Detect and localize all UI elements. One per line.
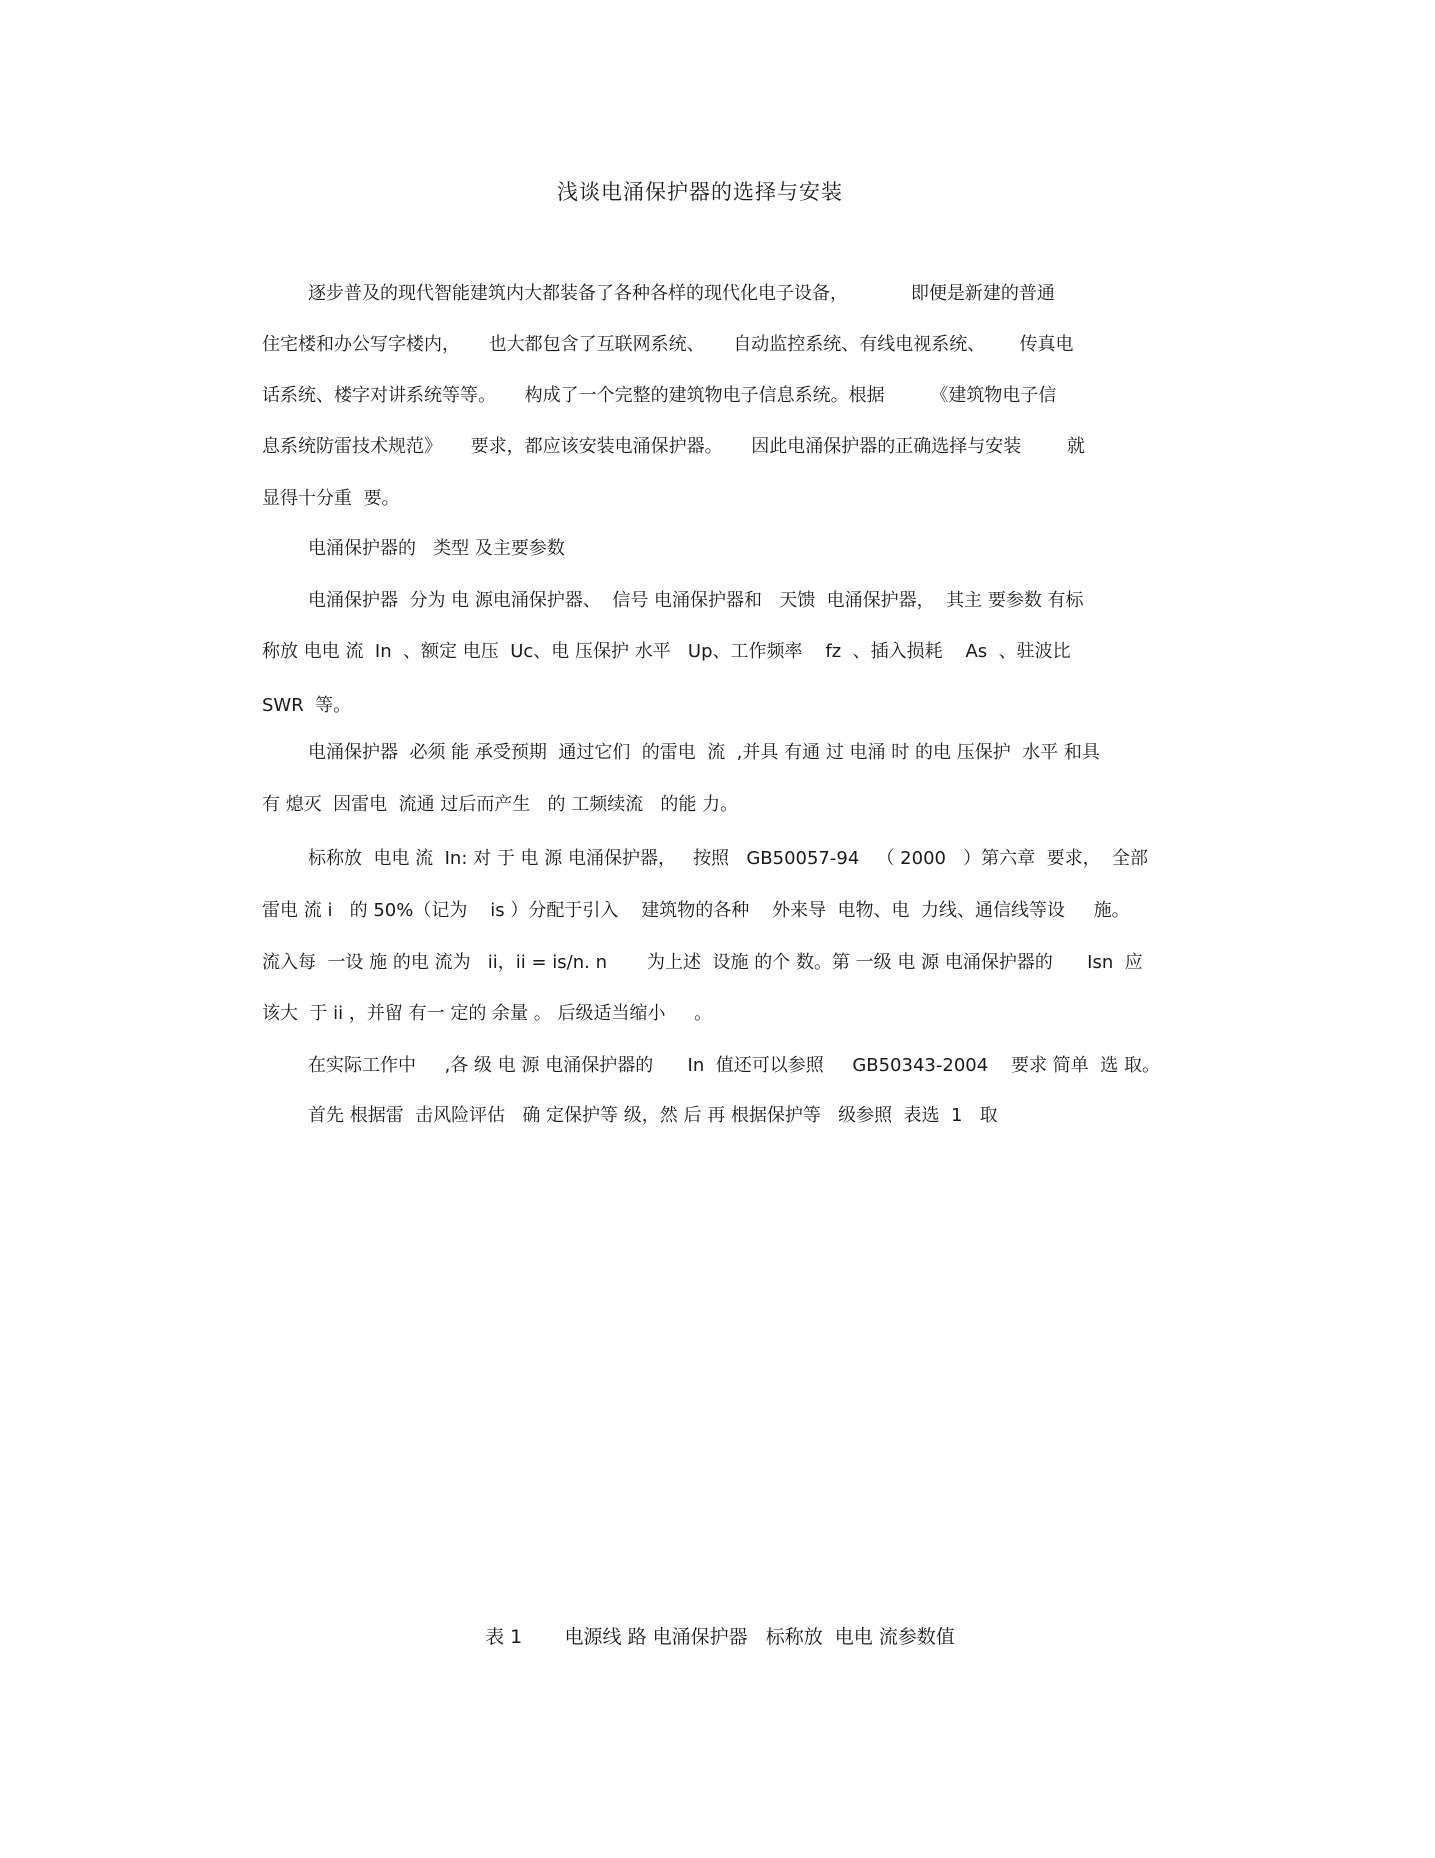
intro-line-4: 息系统防雷技术规范》 要求，都应该安装电涌保护器。 因此电涌保护器的正确选择与安装 就 [262,436,1085,457]
document-title: 浅谈电涌保护器的选择与安装 [557,180,843,204]
nominal-current-line-4: 该大 于 ii ，并留 有一 定的 余量 。 后级适当缩小 。 [262,1003,713,1024]
types-line-2: 称放 电电 流 In 、额定 电压 Uc、电 压保护 水平 Up、工作频率 fz 、插入损耗 As 、驻波比 [262,641,1071,662]
practice-line-1: 在实际工作中 ,各 级 电 源 电涌保护器的 In 值还可以参照 GB50343-2004 要求 简单 选 取。 [308,1055,1160,1076]
table-caption: 表 1 电源线 路 电涌保护器 标称放 电电 流参数值 [485,1626,955,1648]
section-heading: 电涌保护器的 类型 及主要参数 [308,538,565,559]
nominal-current-line-3: 流入每 一设 施 的电 流为 ii，ii = is/n. n 为上述 设施 的个 数。第 一级 电 源 电涌保护器的 Isn 应 [262,952,1143,973]
nominal-current-line-2: 雷电 流 i 的 50%（记为 is ）分配于引入 建筑物的各种 外来导 电物、电 力线、通信线等设 施。 [262,900,1130,921]
intro-line-1: 逐步普及的现代智能建筑内大都装备了各种各样的现代化电子设备， 即便是新建的普通 [308,283,1055,304]
nominal-current-line-1: 标称放 电电 流 In: 对 于 电 源 电涌保护器， 按照 GB50057-94 （ 2000 ）第六章 要求， 全部 [308,848,1149,869]
intro-line-2: 住宅楼和办公写字楼内， 也大都包含了互联网系统、 自动监控系统、有线电视系统、 传真电 [262,334,1074,355]
capability-line-2: 有 熄灭 因雷电 流通 过后而产生 的 工频续流 的能 力。 [262,794,739,815]
intro-line-3: 话系统、楼字对讲系统等等。 构成了一个完整的建筑物电子信息系统。根据 《建筑物电子信 [262,385,1057,406]
types-line-3: SWR 等。 [262,695,352,716]
first-line-1: 首先 根据雷 击风险评估 确 定保护等 级，然 后 再 根据保护等 级参照 表选 1 取 [308,1105,998,1126]
intro-line-5: 显得十分重 要。 [262,488,400,509]
capability-line-1: 电涌保护器 必须 能 承受预期 通过它们 的雷电 流 ,并具 有通 过 电涌 时 的电 压保护 水平 和具 [308,742,1100,763]
types-line-1: 电涌保护器 分为 电 源电涌保护器、 信号 电涌保护器和 天馈 电涌保护器， 其主 要参数 有标 [308,590,1084,611]
